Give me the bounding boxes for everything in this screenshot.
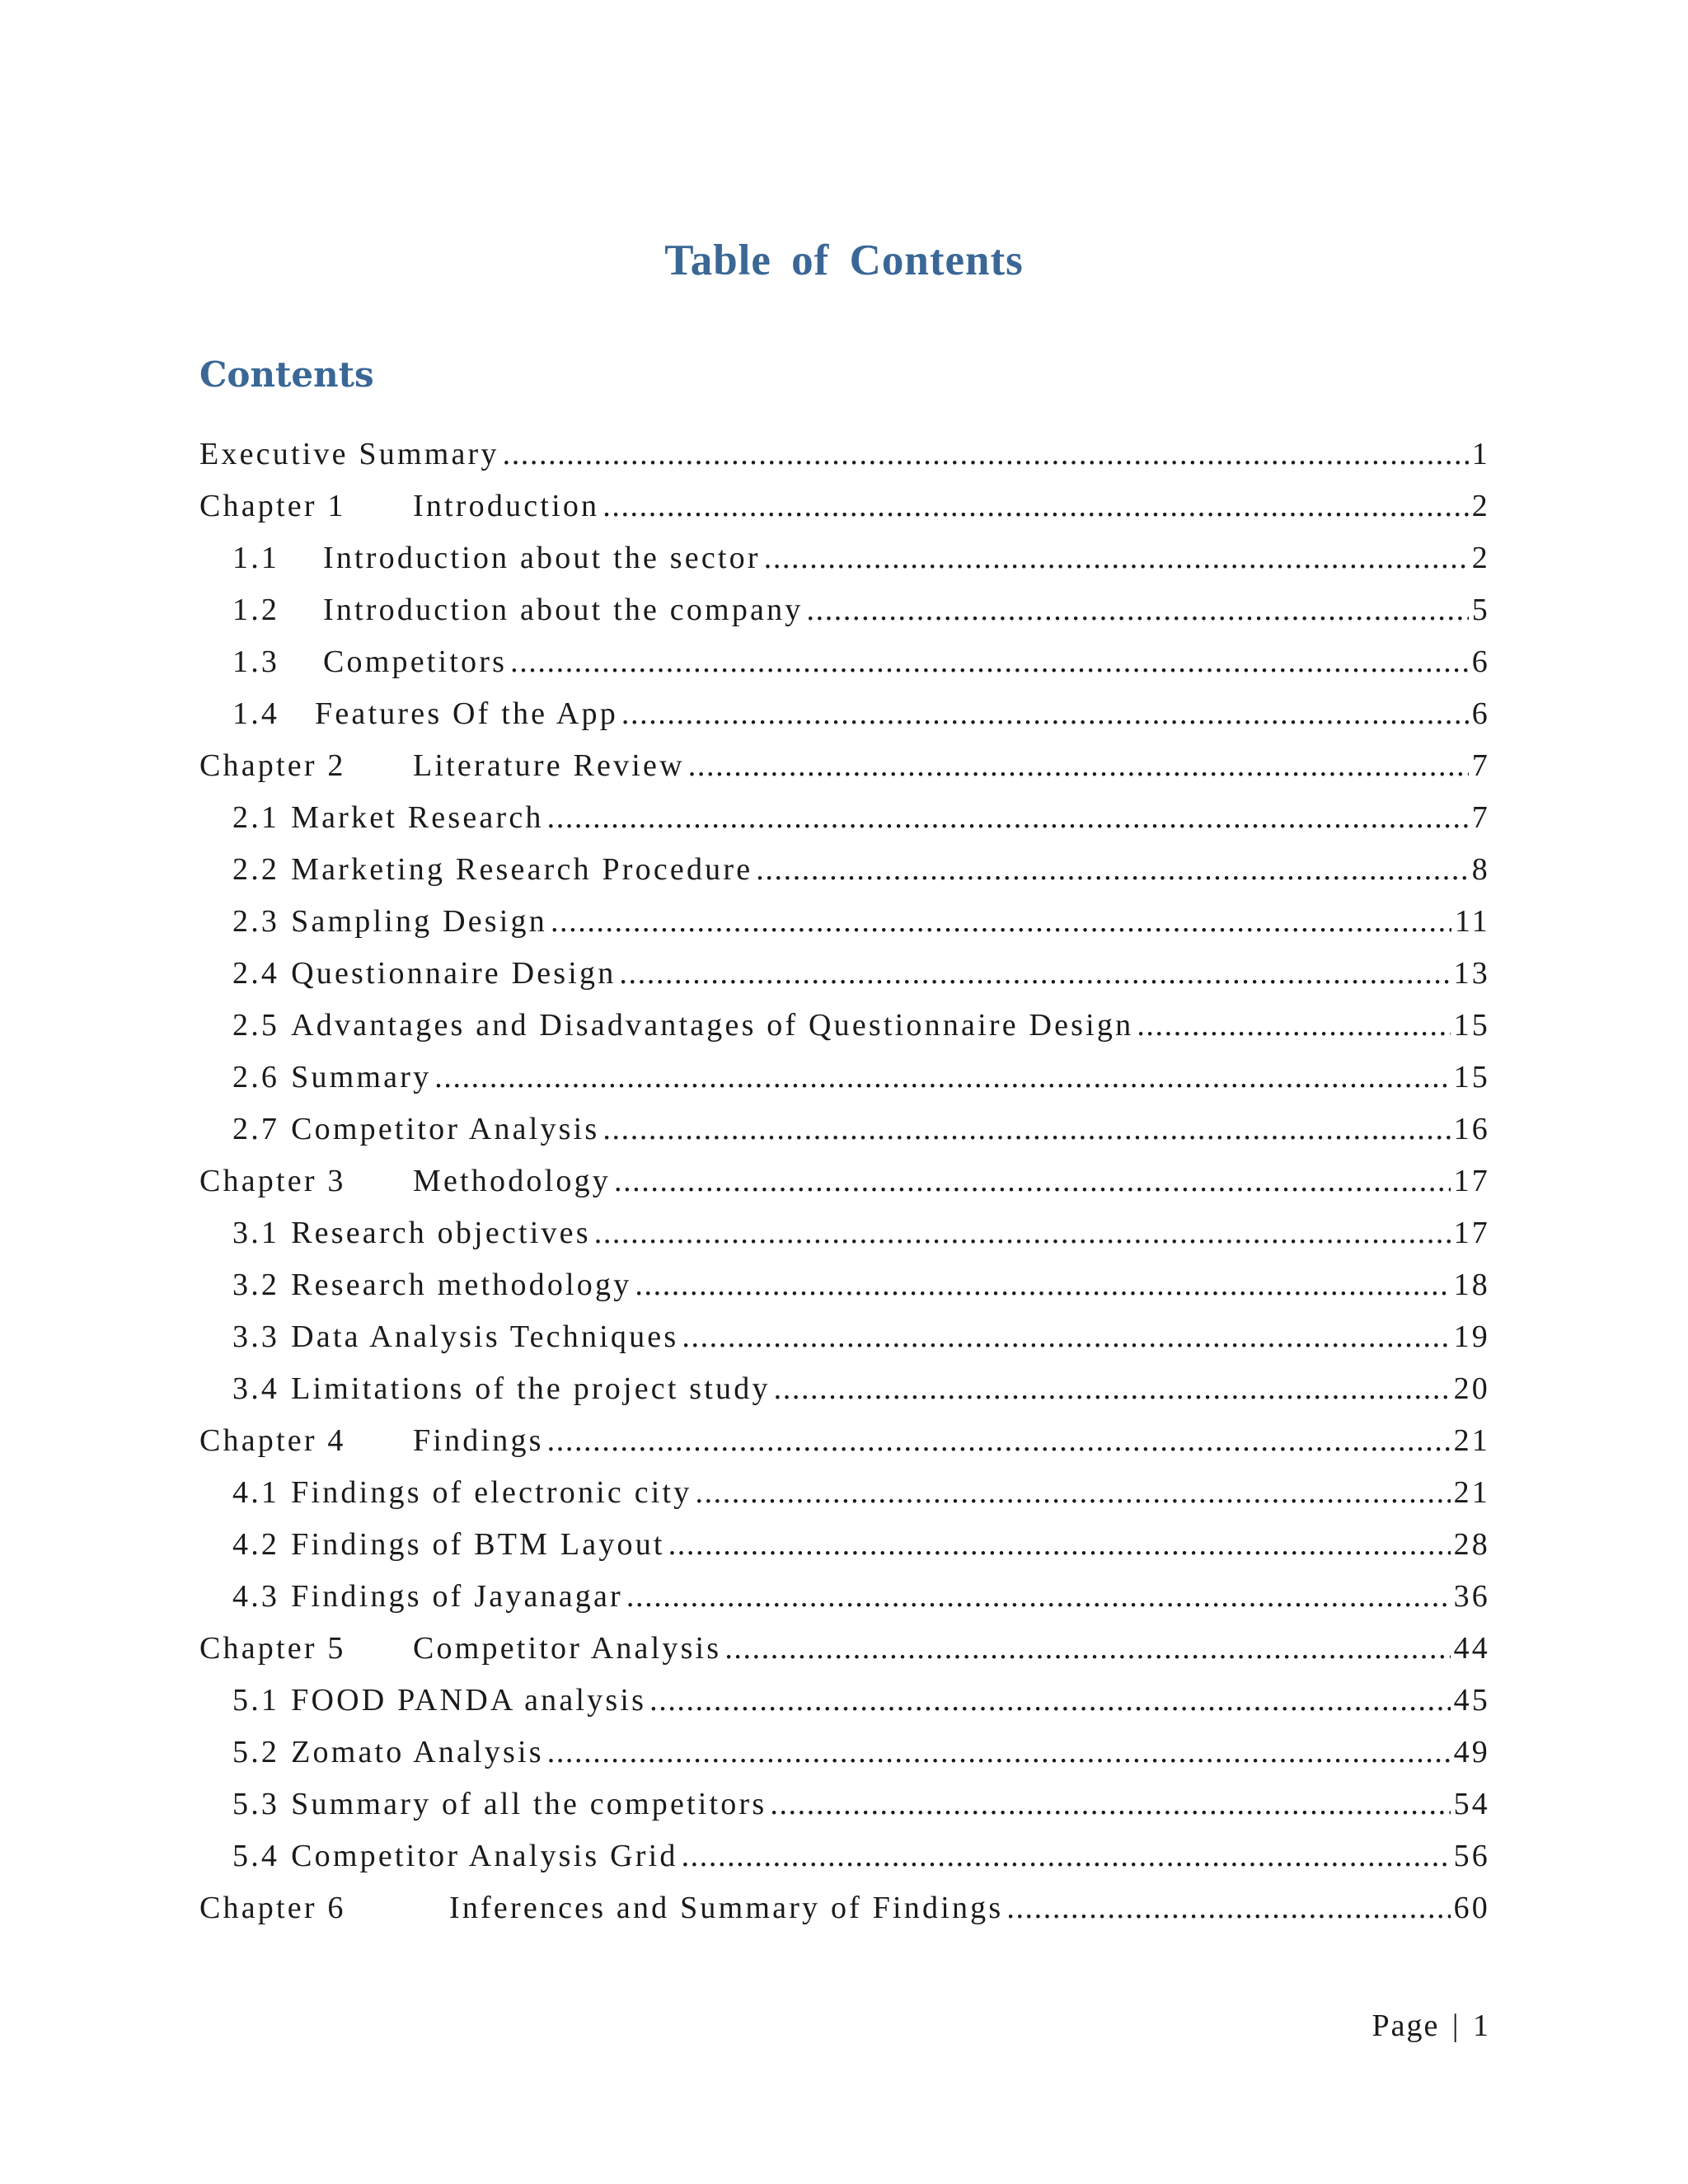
toc-page-number: 6	[1471, 696, 1490, 731]
toc-page-number: 6	[1471, 644, 1490, 679]
toc-leader-dots	[551, 903, 1451, 940]
toc-entry-2-2[interactable]	[199, 851, 1490, 903]
toc-section-number: 2.2	[232, 852, 280, 887]
toc-entry-title: Inferences and Summary of Findings	[449, 1891, 1004, 1925]
toc-entry-title: Literature Review	[413, 748, 685, 783]
toc-leader-dots	[774, 1371, 1451, 1407]
toc-leader-dots	[434, 1059, 1450, 1095]
toc-section-number: 3.2	[232, 1268, 280, 1302]
toc-entry-title: Findings of BTM Layout	[291, 1527, 665, 1562]
toc-entry-title: Introduction about the company	[323, 593, 804, 627]
toc-page-number: 17	[1453, 1164, 1490, 1198]
toc-leader-dots	[756, 851, 1469, 888]
toc-entry-title: Questionnaire Design	[291, 956, 617, 991]
toc-entry-2-5[interactable]	[199, 1007, 1490, 1059]
toc-entry-5-4[interactable]	[199, 1838, 1490, 1890]
toc-chapter-number: Chapter 4	[199, 1423, 346, 1458]
toc-page-number: 8	[1471, 852, 1490, 887]
toc-entry-5-1[interactable]	[199, 1682, 1490, 1734]
toc-page-number: 18	[1453, 1268, 1490, 1302]
toc-page-number: 13	[1453, 956, 1490, 991]
toc-page-number: 1	[1471, 437, 1490, 471]
toc-chapter-number: Chapter 6	[199, 1891, 346, 1925]
toc-page-number: 15	[1453, 1008, 1490, 1043]
toc-entry-title: Marketing Research Procedure	[291, 852, 753, 887]
toc-entry-title: Research objectives	[291, 1216, 591, 1250]
toc-entry-title: Findings of electronic city	[291, 1475, 692, 1510]
toc-page-number: 45	[1453, 1683, 1490, 1718]
toc-leader-dots	[688, 748, 1469, 784]
toc-entry-2-3[interactable]	[199, 903, 1490, 955]
toc-leader-dots	[724, 1630, 1450, 1666]
toc-page-number: 56	[1453, 1839, 1490, 1873]
toc-leader-dots	[603, 488, 1469, 524]
toc-section-number: 4.1	[232, 1475, 280, 1510]
toc-entry-title: FOOD PANDA analysis	[291, 1683, 647, 1718]
toc-leader-dots	[649, 1682, 1450, 1718]
toc-leader-dots	[503, 436, 1469, 472]
toc-chapter-number: Chapter 3	[199, 1164, 346, 1198]
toc-entry-title: Findings of Jayanagar	[291, 1579, 623, 1614]
toc-entry-title: Competitors	[323, 644, 508, 679]
toc-chapter-number: Chapter 2	[199, 748, 346, 783]
toc-leader-dots	[621, 696, 1469, 732]
toc-entry-3-2[interactable]	[199, 1267, 1490, 1319]
toc-section-number: 2.3	[232, 904, 280, 939]
toc-section-number: 5.1	[232, 1683, 280, 1718]
toc-section-number: 2.1	[232, 800, 280, 835]
page-footer: Page | 1	[1372, 2008, 1490, 2043]
toc-section-number: 5.3	[232, 1787, 280, 1821]
toc-section-number: 2.5	[232, 1008, 280, 1043]
toc-entry-title: Market Research	[291, 800, 544, 835]
toc-page-number: 2	[1471, 489, 1490, 523]
toc-page-number: 16	[1453, 1112, 1490, 1146]
toc-page-number: 20	[1453, 1371, 1490, 1406]
toc-entry-3-4[interactable]	[199, 1371, 1490, 1422]
toc-entry-title: Competitor Analysis	[413, 1631, 722, 1666]
toc-section-number: 5.2	[232, 1735, 280, 1769]
toc-entry-5-3[interactable]	[199, 1786, 1490, 1838]
toc-leader-dots	[668, 1526, 1451, 1563]
toc-entry-title: Advantages and Disadvantages of Questionnaire Design	[291, 1008, 1134, 1043]
toc-page-number: 49	[1453, 1735, 1490, 1769]
toc-leader-dots	[603, 1111, 1450, 1147]
toc-leader-dots	[547, 1422, 1451, 1459]
toc-section-number: 2.7	[232, 1112, 280, 1146]
toc-page-number: 5	[1471, 593, 1490, 627]
toc-leader-dots	[764, 540, 1469, 576]
toc-page-number: 15	[1453, 1060, 1490, 1094]
toc-entry-4-1[interactable]	[199, 1474, 1490, 1526]
toc-leader-dots	[682, 1838, 1451, 1874]
toc-entry-1-4[interactable]	[199, 696, 1490, 748]
toc-leader-dots	[626, 1578, 1451, 1615]
toc-page-number: 7	[1471, 800, 1490, 835]
toc-entry-title: Introduction	[413, 489, 600, 523]
toc-section-number: 2.6	[232, 1060, 280, 1094]
toc-entry-2-7[interactable]	[199, 1111, 1490, 1163]
toc-entry-executive-summary[interactable]	[199, 436, 1490, 488]
toc-section-number: 4.3	[232, 1579, 280, 1614]
toc-entry-2-1[interactable]	[199, 799, 1490, 851]
toc-leader-dots	[510, 644, 1469, 680]
toc-page-number: 44	[1453, 1631, 1490, 1666]
toc-page-number: 21	[1453, 1423, 1490, 1458]
toc-leader-dots	[547, 1734, 1451, 1770]
toc-page-number: 60	[1453, 1891, 1490, 1925]
toc-page-number: 19	[1453, 1319, 1490, 1354]
toc-entry-chapter-4[interactable]	[199, 1422, 1490, 1474]
toc-leader-dots	[547, 799, 1469, 836]
toc-leader-dots	[682, 1319, 1450, 1355]
toc-section-number: 1.2	[232, 593, 280, 627]
toc-entry-4-2[interactable]	[199, 1526, 1490, 1578]
toc-leader-dots	[594, 1215, 1451, 1251]
toc-page-number: 2	[1471, 541, 1490, 575]
toc-entry-3-1[interactable]	[199, 1215, 1490, 1267]
toc-section-number: 1.3	[232, 644, 280, 679]
toc-leader-dots	[1006, 1890, 1450, 1926]
toc-entry-1-3[interactable]	[199, 644, 1490, 696]
toc-entry-1-2[interactable]	[199, 592, 1490, 644]
toc-section-number: 1.1	[232, 541, 280, 575]
toc-entry-chapter-5[interactable]	[199, 1630, 1490, 1682]
toc-entry-chapter-1[interactable]	[199, 488, 1490, 540]
toc-entry-chapter-3[interactable]	[199, 1163, 1490, 1215]
toc-section-number: 3.3	[232, 1319, 280, 1354]
toc-entry-title: Competitor Analysis Grid	[291, 1839, 678, 1873]
toc-entry-title: Sampling Design	[291, 904, 547, 939]
toc-leader-dots	[1137, 1007, 1450, 1043]
toc-page-number: 21	[1453, 1475, 1490, 1510]
toc-entry-title: Competitor Analysis	[291, 1112, 600, 1146]
toc-page-number: 17	[1453, 1216, 1490, 1250]
toc-entry-title: Summary	[291, 1060, 432, 1094]
toc-section-number: 4.2	[232, 1527, 280, 1562]
toc-entry-title: Executive Summary	[199, 437, 499, 471]
toc-section-number: 2.4	[232, 956, 280, 991]
toc-chapter-number: Chapter 1	[199, 489, 346, 523]
toc-page-number: 7	[1471, 748, 1490, 783]
toc-entry-title: Features Of the App	[315, 696, 618, 731]
toc-leader-dots	[614, 1163, 1451, 1199]
toc-entry-title: Data Analysis Techniques	[291, 1319, 679, 1354]
toc-leader-dots	[807, 592, 1469, 628]
toc-leader-dots	[619, 955, 1450, 991]
toc-section-number: 5.4	[232, 1839, 280, 1873]
toc-page-number: 28	[1453, 1527, 1490, 1562]
toc-entry-title: Limitations of the project study	[291, 1371, 771, 1406]
toc-page-number: 36	[1453, 1579, 1490, 1614]
toc-section-number: 1.4	[232, 696, 280, 731]
toc-leader-dots	[695, 1474, 1450, 1511]
toc-list	[199, 436, 1490, 1942]
toc-section-number: 3.4	[232, 1371, 280, 1406]
toc-entry-chapter-6[interactable]	[199, 1890, 1490, 1942]
toc-entry-1-1[interactable]	[199, 540, 1490, 592]
toc-leader-dots	[770, 1786, 1450, 1822]
toc-entry-title: Zomato Analysis	[291, 1735, 544, 1769]
document-title: Table of Contents	[664, 237, 1024, 284]
toc-entry-title: Introduction about the sector	[323, 541, 761, 575]
toc-entry-2-6[interactable]	[199, 1059, 1490, 1111]
toc-entry-3-3[interactable]	[199, 1319, 1490, 1371]
contents-heading: Contents	[199, 354, 374, 395]
toc-entry-5-2[interactable]	[199, 1734, 1490, 1786]
toc-entry-title: Methodology	[413, 1164, 611, 1198]
toc-entry-title: Findings	[413, 1423, 544, 1458]
toc-entry-4-3[interactable]	[199, 1578, 1490, 1630]
toc-chapter-number: Chapter 5	[199, 1631, 346, 1666]
toc-leader-dots	[635, 1267, 1450, 1303]
toc-page-number: 11	[1455, 904, 1490, 939]
toc-page-number: 54	[1453, 1787, 1490, 1821]
toc-entry-2-4[interactable]	[199, 955, 1490, 1007]
toc-section-number: 3.1	[232, 1216, 280, 1250]
toc-entry-title: Summary of all the competitors	[291, 1787, 767, 1821]
toc-entry-chapter-2[interactable]	[199, 748, 1490, 799]
toc-entry-title: Research methodology	[291, 1268, 632, 1302]
